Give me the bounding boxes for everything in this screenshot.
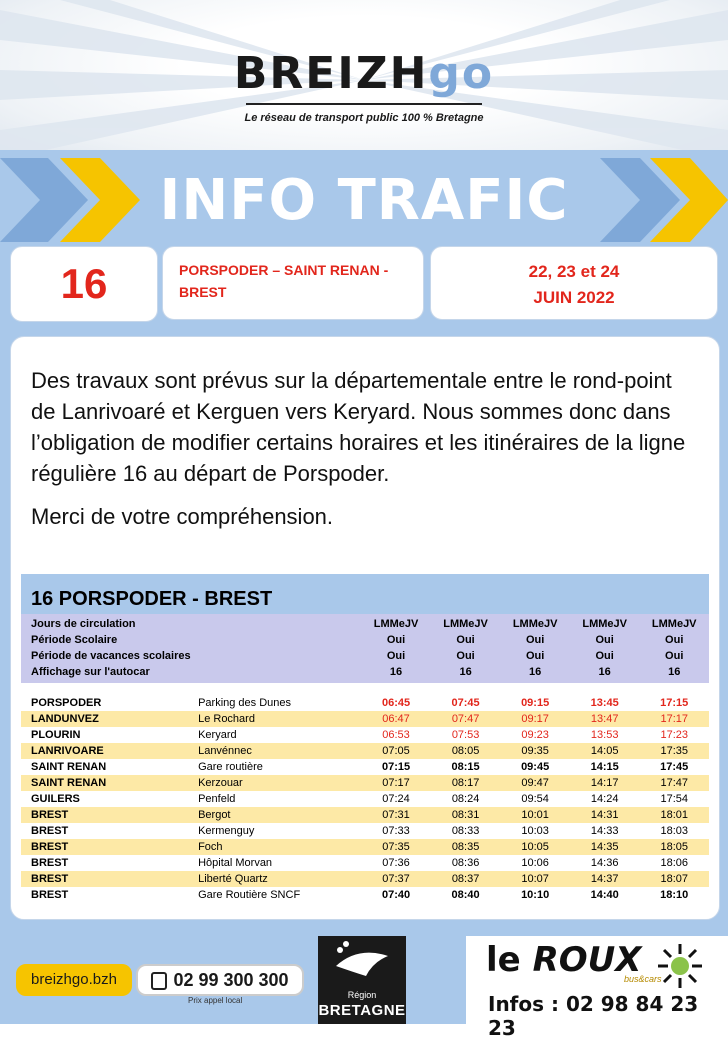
departure-time: 08:15 <box>451 761 480 773</box>
dates-line1: 22, 23 et 24 <box>528 262 620 281</box>
timetable-row <box>21 711 709 727</box>
departure-time: 07:53 <box>451 729 480 741</box>
timetable-meta <box>21 614 709 683</box>
departure-time: 13:53 <box>590 729 619 741</box>
departure-time: 07:24 <box>382 793 410 805</box>
meta-value: Oui <box>595 650 614 662</box>
departure-time: 14:36 <box>590 857 619 869</box>
meta-value: Oui <box>456 634 475 646</box>
meta-value: Oui <box>456 650 475 662</box>
stop-name: Parking des Dunes <box>198 697 292 709</box>
route-box <box>162 246 424 320</box>
departure-time: 10:10 <box>521 889 550 901</box>
meta-value: LMMeJV <box>443 618 488 630</box>
stop-town: BREST <box>31 825 69 837</box>
line-number-box <box>10 246 158 322</box>
departure-time: 17:23 <box>660 729 688 741</box>
departure-time: 09:23 <box>521 729 549 741</box>
departure-time: 07:40 <box>381 889 411 901</box>
stop-name: Gare routière <box>198 761 263 773</box>
banner-title: INFO TRAFIC <box>159 168 569 233</box>
stop-name: Kerzouar <box>198 777 243 789</box>
departure-time: 09:15 <box>521 697 550 709</box>
departure-time: 10:01 <box>521 809 549 821</box>
departure-time: 08:40 <box>451 889 480 901</box>
meta-value: LMMeJV <box>582 618 627 630</box>
meta-label: Période Scolaire <box>31 634 118 646</box>
departure-time: 10:05 <box>521 841 549 853</box>
departure-time: 08:05 <box>451 745 480 757</box>
meta-value: 16 <box>668 666 681 678</box>
meta-value: 16 <box>529 666 542 678</box>
timetable-row <box>21 839 709 855</box>
notice-message <box>31 365 701 544</box>
departure-time: 07:45 <box>451 697 480 709</box>
departure-time: 07:37 <box>382 873 410 885</box>
timetable-spacer <box>21 683 709 695</box>
departure-time: 14:05 <box>590 745 619 757</box>
stop-name: Kermenguy <box>198 825 255 837</box>
meta-value: 16 <box>389 666 403 678</box>
stop-town: SAINT RENAN <box>31 761 107 773</box>
stop-town: SAINT RENAN <box>31 777 107 789</box>
departure-time: 10:03 <box>521 825 549 837</box>
stop-name: Keryard <box>198 729 237 741</box>
meta-value: LMMeJV <box>512 618 558 630</box>
departure-time: 14:15 <box>590 761 619 773</box>
region-bretagne-logo: Région BRETAGNE <box>318 936 406 1024</box>
meta-row <box>21 648 709 664</box>
timetable-row <box>21 887 709 903</box>
leroux-logo: le ROUX <box>486 940 642 980</box>
meta-row <box>21 664 709 680</box>
meta-value: Oui <box>665 650 684 662</box>
departure-time: 13:47 <box>590 713 619 725</box>
notice-thanks: Merci de votre compréhension. <box>31 504 334 529</box>
departure-time: 08:37 <box>451 873 480 885</box>
stop-town: LANRIVOARE <box>31 745 104 757</box>
logo-tagline: Le réseau de transport public 100 % Bretagne <box>244 112 484 124</box>
departure-time: 14:35 <box>590 841 619 853</box>
departure-time: 14:24 <box>590 793 619 805</box>
departure-time: 06:47 <box>382 713 410 725</box>
dates-box <box>430 246 718 320</box>
meta-label: Jours de circulation <box>31 618 136 630</box>
timetable-row <box>21 695 709 711</box>
stop-name: Lanvénnec <box>198 745 252 757</box>
departure-time: 13:45 <box>590 697 619 709</box>
departure-time: 17:47 <box>660 777 688 789</box>
route-name-line2: BREST <box>179 284 227 300</box>
line-number: 16 <box>60 260 108 307</box>
departure-time: 07:15 <box>381 761 411 773</box>
timetable-row <box>21 791 709 807</box>
meta-label: Affichage sur l'autocar <box>31 666 150 678</box>
departure-time: 07:33 <box>382 825 410 837</box>
departure-time: 18:07 <box>660 873 688 885</box>
stop-town: BREST <box>31 857 69 869</box>
meta-value: Oui <box>595 634 614 646</box>
departure-time: 14:17 <box>590 777 619 789</box>
breizhgo-logo: BREIZHgo <box>233 48 495 99</box>
meta-row <box>21 632 709 648</box>
departure-time: 08:24 <box>451 793 480 805</box>
meta-value: LMMeJV <box>373 618 419 630</box>
departure-time: 07:05 <box>382 745 410 757</box>
departure-time: 08:17 <box>451 777 480 789</box>
stop-name: Le Rochard <box>198 713 255 725</box>
departure-time: 09:45 <box>521 761 550 773</box>
departure-time: 09:54 <box>521 793 549 805</box>
departure-time: 17:17 <box>660 713 688 725</box>
meta-value: Oui <box>665 634 684 646</box>
logo-underline <box>246 103 482 105</box>
stop-town: BREST <box>31 809 69 821</box>
departure-time: 07:31 <box>382 809 410 821</box>
meta-row <box>21 616 709 632</box>
stop-name: Bergot <box>198 809 231 821</box>
operator-leroux-panel <box>466 936 728 1040</box>
timetable-stops <box>21 695 709 903</box>
departure-time: 18:10 <box>660 889 689 901</box>
departure-time: 08:33 <box>451 825 480 837</box>
departure-time: 07:36 <box>382 857 410 869</box>
meta-value: LMMeJV <box>651 618 697 630</box>
stop-town: BREST <box>31 889 69 901</box>
timetable-row <box>21 743 709 759</box>
stop-town: GUILERS <box>31 793 80 805</box>
departure-time: 08:36 <box>451 857 480 869</box>
departure-time: 17:15 <box>660 697 689 709</box>
timetable-row <box>21 871 709 887</box>
departure-time: 17:54 <box>660 793 688 805</box>
departure-time: 07:47 <box>451 713 480 725</box>
timetable-row <box>21 823 709 839</box>
sun-icon <box>656 942 704 990</box>
meta-label: Période de vacances scolaires <box>31 650 191 662</box>
timetable-row <box>21 759 709 775</box>
departure-time: 10:07 <box>521 873 549 885</box>
timetable <box>21 574 709 903</box>
departure-time: 14:33 <box>590 825 619 837</box>
main-notice-panel <box>10 336 720 920</box>
phone-note: Prix appel local <box>188 996 243 1005</box>
phone-number[interactable]: 02 99 300 300 <box>136 964 304 996</box>
stop-name: Liberté Quartz <box>198 873 268 885</box>
leroux-subtitle: bus&cars <box>624 974 662 984</box>
departure-time: 09:35 <box>521 745 549 757</box>
ermine-bird-icon <box>318 936 406 990</box>
meta-value: Oui <box>386 634 406 646</box>
meta-value: Oui <box>525 650 545 662</box>
timetable-row <box>21 807 709 823</box>
stop-town: BREST <box>31 873 69 885</box>
departure-time: 14:31 <box>590 809 619 821</box>
departure-time: 18:05 <box>660 841 688 853</box>
operator-info-phone: Infos : 02 98 84 23 23 <box>488 992 699 1040</box>
departure-time: 08:31 <box>451 809 480 821</box>
timetable-title: 16 PORSPODER - BREST <box>21 574 709 614</box>
route-name-line1: PORSPODER – SAINT RENAN - <box>179 262 389 278</box>
meta-value: Oui <box>386 650 406 662</box>
website-link[interactable]: breizhgo.bzh <box>16 964 132 996</box>
stop-town: PORSPODER <box>31 697 102 709</box>
phone-icon <box>151 972 167 990</box>
departure-time: 08:35 <box>451 841 480 853</box>
dates-line2: JUIN 2022 <box>533 288 615 307</box>
departure-time: 14:40 <box>590 889 619 901</box>
departure-time: 14:37 <box>590 873 619 885</box>
stop-town: PLOURIN <box>31 729 81 741</box>
timetable-row <box>21 727 709 743</box>
departure-time: 09:17 <box>521 713 549 725</box>
stop-name: Foch <box>198 841 223 853</box>
departure-time: 06:45 <box>381 697 411 709</box>
departure-time: 07:17 <box>382 777 410 789</box>
departure-time: 17:45 <box>660 761 689 773</box>
notice-paragraph: Des travaux sont prévus sur la départementale entre le rond-point de Lanrivoaré et Kerguen vers Keryard. Nous sommes donc dans l’obligation de modifier certains horaires et les itinéraires de la ligne régulière 16 au départ de Porspoder. <box>31 368 686 486</box>
departure-time: 18:06 <box>660 857 688 869</box>
departure-time: 06:53 <box>382 729 410 741</box>
departure-time: 09:47 <box>521 777 549 789</box>
stop-name: Penfeld <box>198 793 236 805</box>
departure-time: 10:06 <box>521 857 549 869</box>
departure-time: 07:35 <box>382 841 410 853</box>
stop-town: LANDUNVEZ <box>31 713 99 725</box>
departure-time: 17:35 <box>660 745 688 757</box>
timetable-row <box>21 855 709 871</box>
stop-name: Gare Routière SNCF <box>198 889 301 901</box>
departure-time: 18:03 <box>660 825 688 837</box>
meta-value: Oui <box>525 634 545 646</box>
departure-time: 18:01 <box>660 809 688 821</box>
timetable-row <box>21 775 709 791</box>
meta-value: 16 <box>598 666 611 678</box>
stop-town: BREST <box>31 841 69 853</box>
stop-name: Hôpital Morvan <box>198 857 273 869</box>
meta-value: 16 <box>459 666 472 678</box>
